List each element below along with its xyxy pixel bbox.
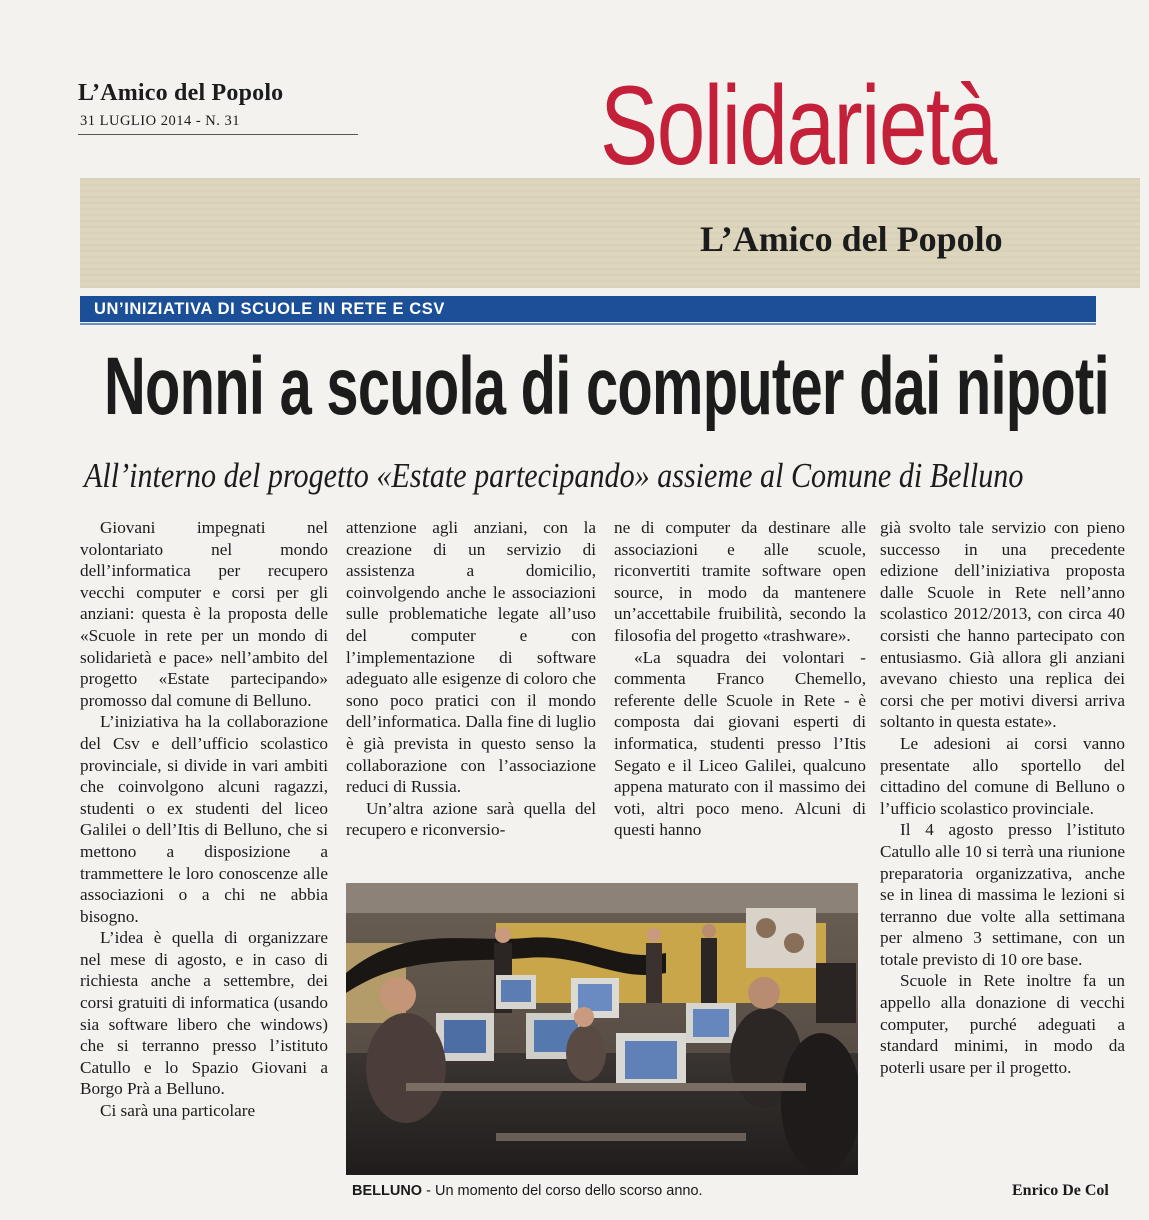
article-column-1 <box>80 517 328 1122</box>
classroom-photo-illustration <box>346 883 858 1175</box>
article-headline: Nonni a scuola di computer dai nipoti <box>104 341 1109 432</box>
article-column-3 <box>614 517 866 841</box>
paragraph: Le adesioni ai corsi vanno presentate allo sportello del cittadino del comune di Belluno o l’ufficio scolastico provinciale. <box>880 733 1125 818</box>
masthead-rule <box>78 134 358 135</box>
paragraph: Giovani impegnati nel volontariato nel mondo dell’informatica per recupero vecchi computer e corsi per gli anziani: questa è la proposta delle «Scuole in rete per un mondo di solidarietà e pace» nell’ambito del progetto «Estate partecipando» promosso dal comune di Belluno. <box>80 518 328 710</box>
article-subheadline: All’interno del progetto «Estate partecipando» assieme al Comune di Belluno <box>84 456 1024 495</box>
paragraph: Un’altra azione sarà quella del recupero e riconversio- <box>346 798 596 840</box>
paragraph: L’idea è quella di organizzare nel mese di agosto, e in caso di richiesta anche a settembre, dei corsi gratuiti di informatica (usando sia software libero che windows) che si terranno presso l’istituto Catullo e lo Spazio Giovani a Borgo Prà a Belluno. <box>80 928 328 1099</box>
article-column-4 <box>880 517 1125 1078</box>
section-title: Solidarietà <box>600 63 996 188</box>
caption-text: - Un momento del corso dello scorso anno. <box>422 1183 703 1199</box>
paragraph: attenzione agli anziani, con la creazione di un servizio di assistenza a domicilio, coinvolgendo anche le associazioni sulle problematiche legate all’uso del computer e con l’implementazione di software adeguato alle esigenze di coloro che sono poco pratici con il mondo dell’informatica. Dalla fine di luglio è già prevista in questo senso la collaborazione con l’associazione reduci di Russia. <box>346 518 596 797</box>
paragraph: «La squadra dei volontari - commenta Franco Chemello, referente delle Scuole in Rete - è composta dai giovani esperti di informatica, studenti presso l’Itis Segato e il Liceo Galilei, qualcuno appena maturato con il massimo dei voti, altri poco meno. Alcuni di questi hanno <box>614 647 866 840</box>
kicker-rule <box>80 323 1096 325</box>
article-photo <box>346 883 858 1175</box>
photo-caption <box>352 1183 703 1199</box>
paragraph: Ci sarà una particolare <box>100 1101 256 1121</box>
paragraph: già svolto tale servizio con pieno successo in una precedente edizione dell’iniziativa proposta dalle Scuole in Rete nell’anno scolastico 2012/2013, con circa 40 corsisti che hanno partecipato con entusiasmo. Già allora gli anziani avevano chiesto una replica dei corsi che per motivi diversi arriva soltanto in questa estate». <box>880 518 1125 732</box>
article-author: Enrico De Col <box>1012 1182 1109 1199</box>
paragraph: Il 4 agosto presso l’istituto Catullo alle 10 si terrà una riunione preparatoria organizzativa, anche se in linea di massima le lezioni si terranno due volte alla settimana per almeno 3 settimane, con un totale previsto di 10 ore base. <box>880 820 1125 969</box>
publication-name: L’Amico del Popolo <box>78 80 284 106</box>
caption-place: BELLUNO <box>352 1183 423 1199</box>
paragraph: L’iniziativa ha la collaborazione del Csv e dell’ufficio scolastico provinciale, si divide in vari ambiti che coinvolgono alcuni ragazzi, studenti o ex studenti del liceo Galilei o dell’Itis di Belluno, che si mettono a disposizione a trammettere le loro conoscenze alle associazioni o a chi ne abbia bisogno. <box>80 712 328 926</box>
paragraph: ne di computer da destinare alle associazioni e alle scuole, riconvertiti tramite software open source, in modo da mantenere un’accettabile fruibilità, secondo la filosofia del progetto «trashware». <box>614 518 866 645</box>
issue-date: 31 LUGLIO 2014 - N. 31 <box>80 113 241 129</box>
paragraph: Scuole in Rete inoltre fa un appello alla donazione di vecchi computer, purché adeguati a standard minimi, in modo da poterli usare per il progetto. <box>880 971 1125 1077</box>
section-subtitle: L’Amico del Popolo <box>700 219 1003 259</box>
article-column-2 <box>346 517 596 841</box>
article-kicker: UN’INIZIATIVA DI SCUOLE IN RETE E CSV <box>80 296 1096 322</box>
